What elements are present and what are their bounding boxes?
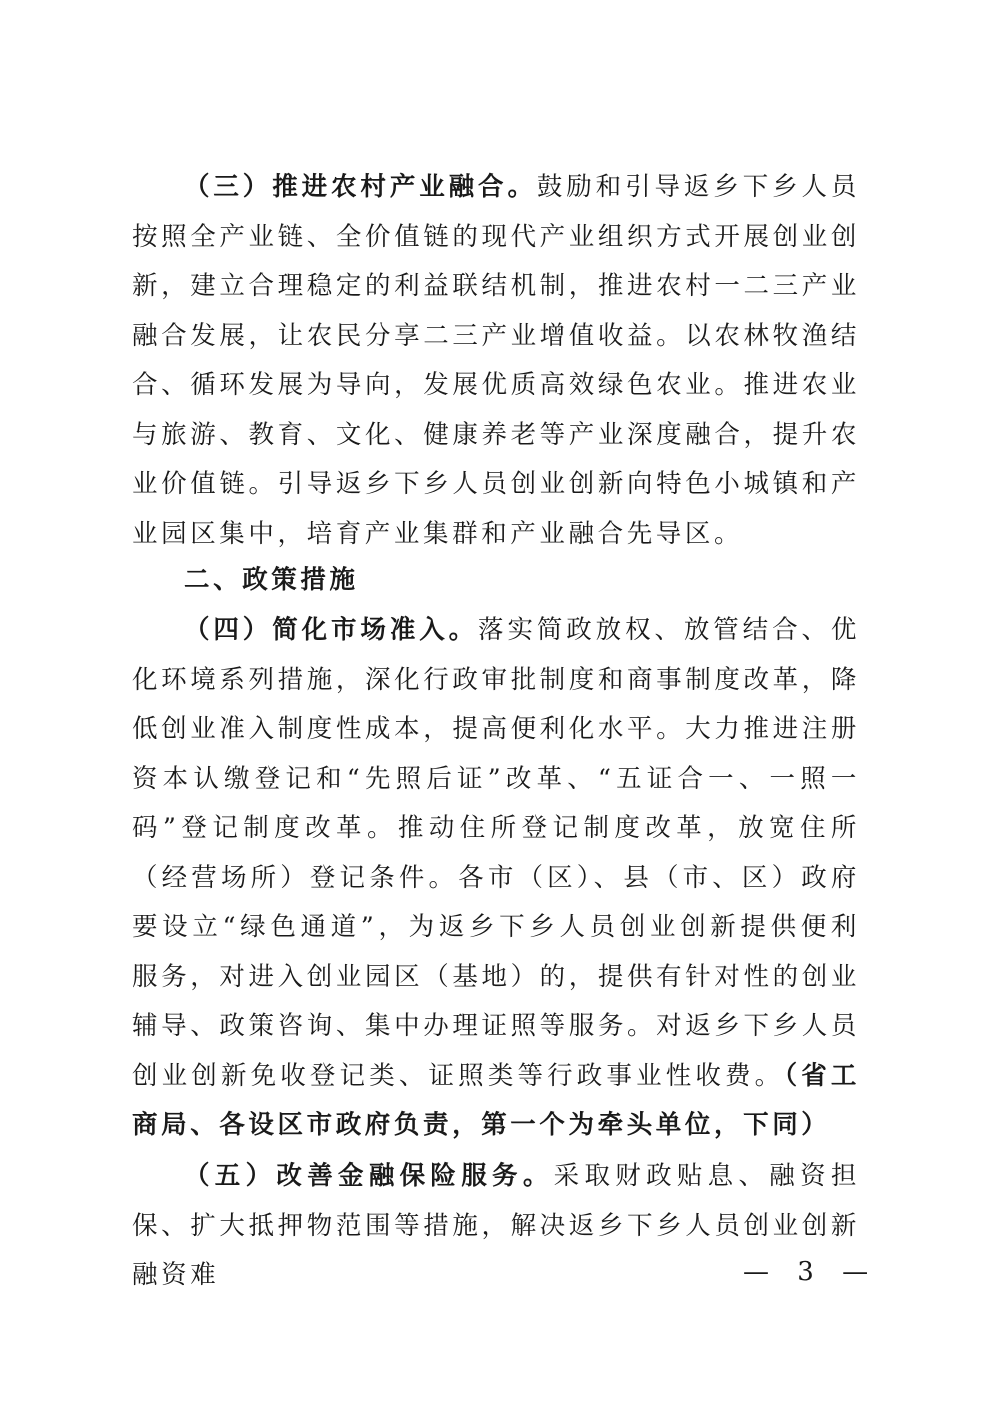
responsible-units-note: （省工商局、各设区市政府负责，第一个为牵头单位，下同） [132, 1060, 860, 1140]
paragraph-body: 落实简政放权、放管结合、优化环境系列措施，深化行政审批制度和商事制度改革，降低创业准入制度性成本，提高便利化水平。大力推进注册资本认缴登记和“先照后证”改革、“五证合一、一照一码”登记制度改革。推动住所登记制度改革，放宽住所（经营场所）登记条件。各市（区）、县（市、区）政府要设立“绿色通道”，为返乡下乡人员创业创新提供便利服务，对进入创业园区（基地）的，提供有针对性的创业辅导、政策咨询、集中办理证照等服务。对返乡下乡人员创业创新免收登记类、证照类等行政事业性收费。 [132, 615, 860, 1091]
section-heading-policy-measures: 二、政策措施 [184, 565, 359, 595]
paragraph-lead-heading: （三）推进农村产业融合。 [184, 172, 537, 202]
page-number: — 3 — [743, 1257, 879, 1287]
paragraph-lead-heading: （五）改善金融保险服务。 [184, 1161, 554, 1191]
paragraph-rural-industry-integration [132, 163, 860, 559]
paragraph-body: 鼓励和引导返乡下乡人员按照全产业链、全价值链的现代产业组织方式开展创业创新，建立合理稳定的利益联结机制，推进农村一二三产业融合发展，让农民分享二三产业增值收益。以农林牧渔结合、循环发展为导向，发展优质高效绿色农业。推进农业与旅游、教育、文化、健康养老等产业深度融合，提升农业价值链。引导返乡下乡人员创业创新向特色小城镇和产业园区集中，培育产业集群和产业融合先导区。 [132, 172, 860, 549]
paragraph-body: 采取财政贴息、融资担保、扩大抵押物范围等措施，解决返乡下乡人员创业创新融资难 [132, 1161, 860, 1290]
paragraph-simplify-market-access [132, 606, 860, 1151]
paragraph-lead-heading: （四）简化市场准入。 [184, 615, 479, 645]
